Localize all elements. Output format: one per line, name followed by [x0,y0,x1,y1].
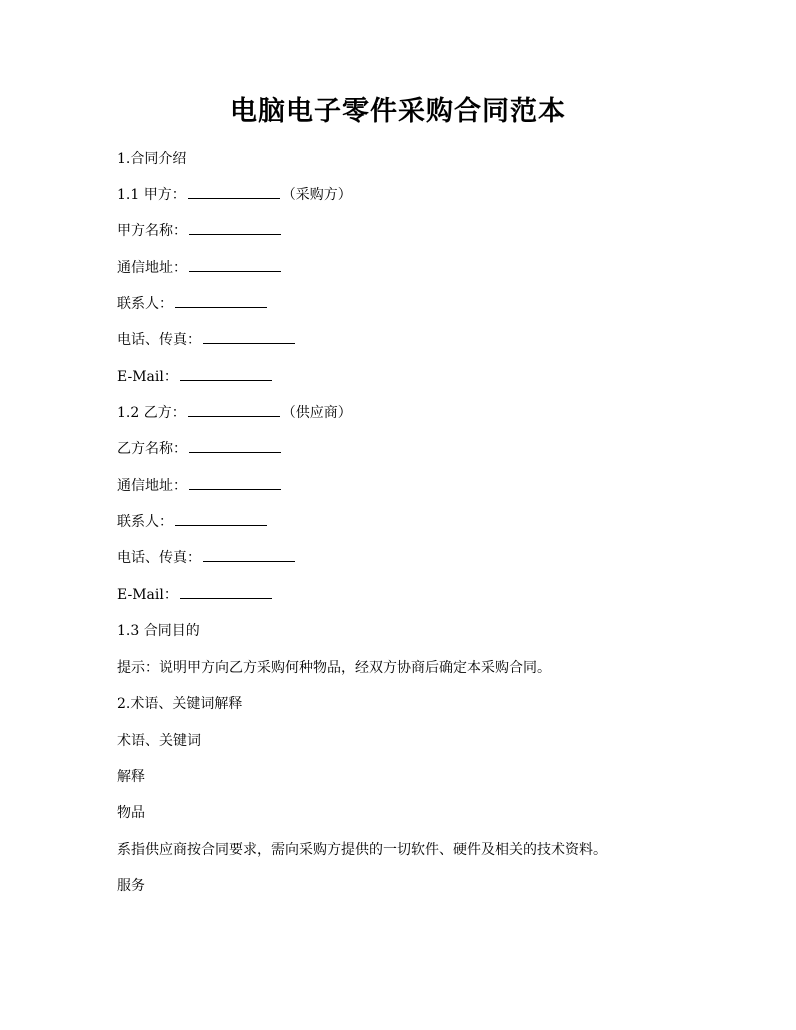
party-a-email-blank [180,367,272,381]
party-b-contact-blank [175,512,267,526]
party-a-phone-label: 电话、传真： [117,332,201,348]
party-a-name-row [117,221,283,241]
party-a-address-row [117,258,283,278]
party-b-address-blank [189,476,281,490]
party-a-contact-label: 联系人： [117,296,173,312]
party-b-address-row [117,476,283,496]
party-b-phone-blank [203,548,295,562]
party-a-heading-label: 1.1 甲方： [117,187,186,203]
party-a-heading [117,185,352,205]
party-a-phone-blank [203,330,295,344]
party-a-address-label: 通信地址： [117,260,187,276]
party-b-contact-row [117,512,269,532]
party-b-email-row [117,585,274,605]
party-a-contact-row [117,294,269,314]
party-a-name-blank [189,221,281,235]
party-a-contact-blank [175,294,267,308]
party-b-email-label: E-Mail： [117,587,178,603]
party-a-address-blank [189,258,281,272]
explanation-column-header: 解释 [117,769,145,785]
party-b-name-label: 乙方名称： [117,441,187,457]
section-1-heading: 1.合同介绍 [117,151,187,167]
party-b-heading-label: 1.2 乙方： [117,405,186,421]
party-b-heading-suffix: （供应商） [281,405,352,421]
party-a-name-label: 甲方名称： [117,223,187,239]
term-service: 服务 [117,878,145,894]
section-2-heading: 2.术语、关键词解释 [117,696,243,712]
purpose-heading: 1.3 合同目的 [117,623,200,639]
party-b-phone-row [117,548,297,568]
party-b-address-label: 通信地址： [117,478,187,494]
party-b-name-blank [189,439,281,453]
party-a-phone-row [117,330,297,350]
party-a-email-label: E-Mail： [117,369,178,385]
terms-column-header: 术语、关键词 [117,733,201,749]
term-goods: 物品 [117,805,145,821]
term-goods-definition: 系指供应商按合同要求，需向采购方提供的一切软件、硬件及相关的技术资料。 [117,842,607,858]
party-b-email-blank [180,585,272,599]
party-a-blank [188,185,280,199]
party-a-email-row [117,367,274,387]
party-b-name-row [117,439,283,459]
document-title: 电脑电子零件采购合同范本 [230,96,566,127]
party-b-heading [117,403,352,423]
party-a-heading-suffix: （采购方） [281,187,352,203]
party-b-contact-label: 联系人： [117,514,173,530]
party-b-blank [188,403,280,417]
purpose-hint: 提示：说明甲方向乙方采购何种物品，经双方协商后确定本采购合同。 [117,660,551,676]
party-b-phone-label: 电话、传真： [117,550,201,566]
